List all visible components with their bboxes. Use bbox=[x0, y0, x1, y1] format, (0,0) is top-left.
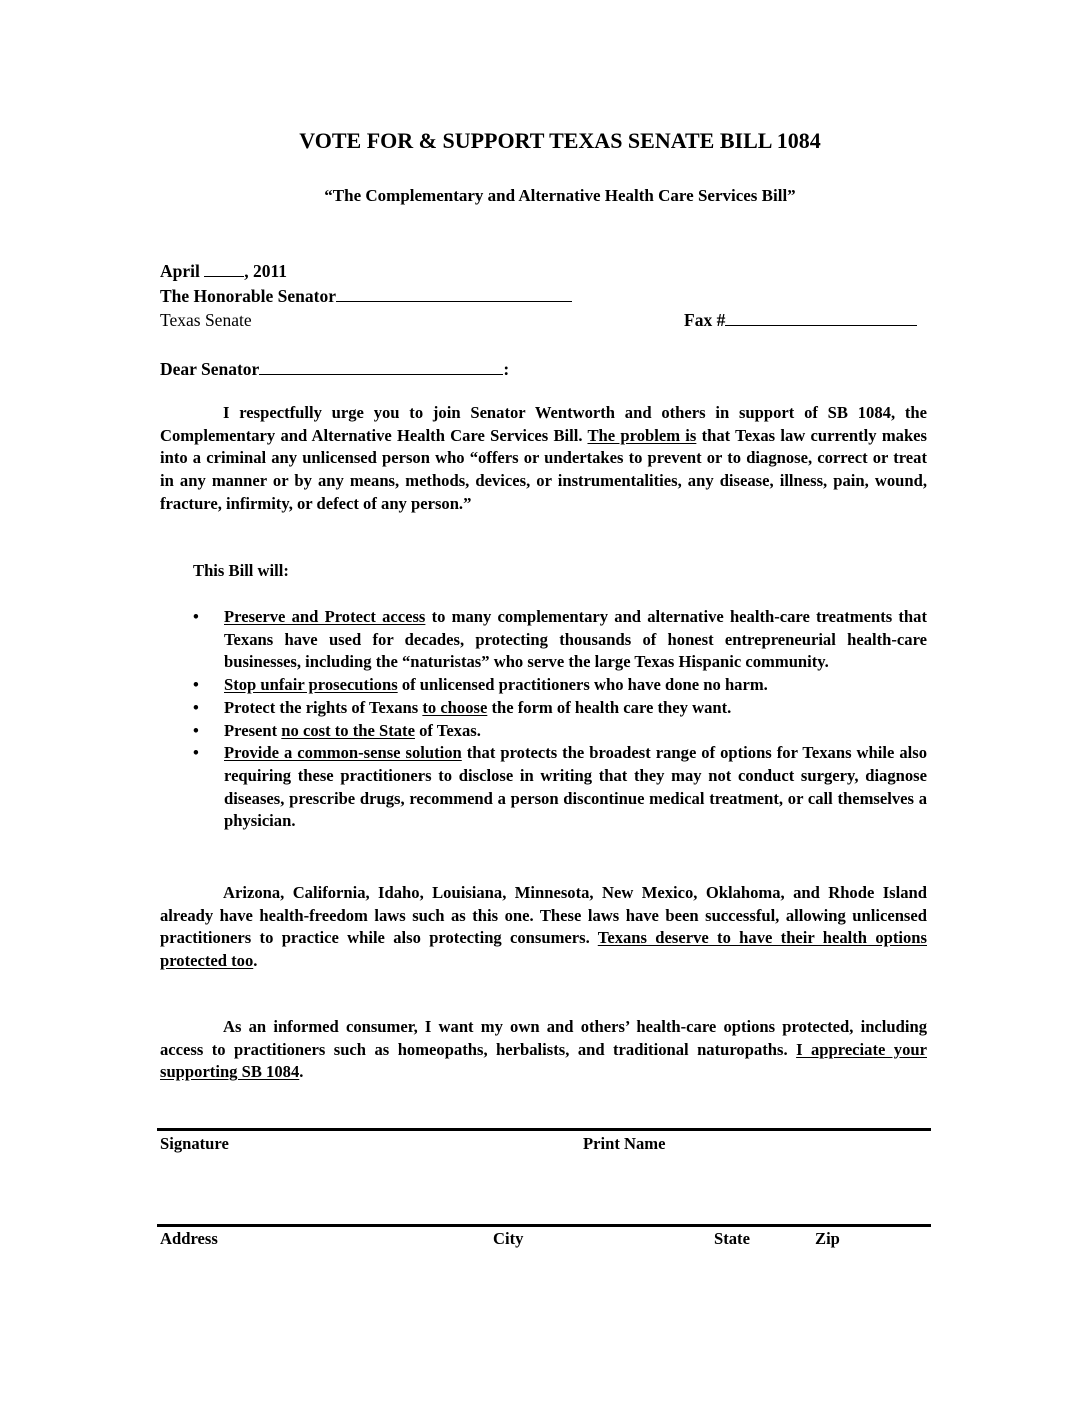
date-line bbox=[160, 259, 287, 283]
date-prefix: April bbox=[160, 261, 205, 281]
bullet-icon: • bbox=[193, 720, 199, 740]
texas-senate-label: Texas Senate bbox=[160, 310, 252, 330]
address-label: Address bbox=[160, 1229, 218, 1248]
city-label: City bbox=[493, 1229, 524, 1248]
bullet-emphasis: Preserve and Protect access bbox=[224, 607, 426, 626]
dear-senator-line bbox=[160, 357, 509, 381]
signature-label: Signature bbox=[160, 1134, 229, 1153]
problem-emphasis: The problem is bbox=[587, 425, 697, 445]
appreciate-emphasis: I appreciate your supporting SB 1084 bbox=[160, 1039, 927, 1082]
honorable-senator-line bbox=[160, 284, 572, 308]
paragraph-consumer bbox=[160, 1016, 927, 1084]
bullet-text: to many complementary and alternative health-care treatments that Texans have used for decades, protecting thousands of honest entrepreneurial health-care businesses, including the “naturistas” who serve the large Texas Hispanic community. bbox=[224, 607, 927, 672]
dear-colon: : bbox=[503, 359, 510, 379]
senator-name-blank[interactable] bbox=[336, 284, 572, 302]
print-name-label: Print Name bbox=[583, 1134, 666, 1153]
dear-senator-blank[interactable] bbox=[259, 357, 503, 375]
paragraph-consumer-text: As an informed consumer, I want my own and others’ health-care options protected, including access to practitioners such as homeopaths, herbalists, and traditional naturopaths. bbox=[160, 1017, 927, 1059]
bullet-text: that protects the broadest range of options for Texans while also requiring these practitioners to disclose in writing that they may not conduct surgery, diagnose diseases, prescribe drugs, recommend a person discontinue medical treatment, or call themselves a physician. bbox=[224, 743, 927, 831]
bullet-text: Present bbox=[224, 720, 282, 740]
bullet-icon: • bbox=[193, 607, 199, 626]
period: . bbox=[299, 1062, 304, 1082]
bullet-text: of unlicensed practitioners who have done no harm. bbox=[397, 675, 768, 695]
honorable-label: The Honorable Senator bbox=[160, 286, 336, 306]
period: . bbox=[253, 951, 258, 971]
bullet-text: of Texas. bbox=[414, 720, 481, 740]
date-day-blank[interactable] bbox=[204, 259, 244, 277]
fax-label: Fax # bbox=[684, 310, 726, 330]
list-item bbox=[160, 674, 927, 697]
document-title: VOTE FOR & SUPPORT TEXAS SENATE BILL 1084 bbox=[299, 128, 821, 153]
fax-line bbox=[684, 308, 917, 332]
bill-will-heading: This Bill will: bbox=[193, 561, 289, 580]
paragraph-intro-text: I respectfully urge you to join Senator Wentworth and others in support of SB 1084, the Complementary and Alternative Health Care Services Bill. bbox=[160, 403, 927, 445]
date-suffix: , 2011 bbox=[244, 261, 288, 281]
paragraph-other-states-text: Arizona, California, Idaho, Louisiana, Minnesota, New Mexico, Oklahoma, and Rhode Island already have health-freedom laws such as this one. These laws have been successful, allowing unlicensed practitioners to practice while also protecting consumers. bbox=[160, 883, 927, 948]
list-item bbox=[160, 697, 927, 720]
list-item bbox=[160, 606, 927, 674]
bullet-emphasis: Provide a common-sense solution bbox=[224, 743, 462, 763]
bullet-text: the form of health care they want. bbox=[487, 697, 732, 717]
bill-benefits-list bbox=[160, 606, 927, 833]
state-label: State bbox=[714, 1229, 750, 1248]
bullet-emphasis: to choose bbox=[422, 697, 488, 717]
fax-number-blank[interactable] bbox=[725, 308, 917, 326]
dear-label: Dear Senator bbox=[160, 359, 260, 379]
paragraph-intro-text-cont: that Texas law currently makes into a criminal any unlicensed person who “offers or undertakes to prevent or to diagnose, correct or treat in any manner or by any means, methods, devices, or instrumentalities, any disease, illness, pain, wound, fracture, infirmity, or defect of any person.” bbox=[160, 425, 927, 513]
bullet-icon: • bbox=[193, 743, 199, 763]
document-subtitle: “The Complementary and Alternative Health Care Services Bill” bbox=[324, 186, 796, 205]
bullet-text: Protect the rights of Texans bbox=[224, 697, 423, 717]
signature-line[interactable] bbox=[157, 1128, 931, 1131]
list-item bbox=[160, 720, 927, 743]
address-line[interactable] bbox=[157, 1224, 931, 1227]
list-item bbox=[160, 742, 927, 833]
paragraph-other-states bbox=[160, 882, 927, 973]
bullet-emphasis: Stop unfair prosecutions bbox=[224, 675, 398, 695]
bullet-icon: • bbox=[193, 675, 199, 695]
bullet-icon: • bbox=[193, 697, 199, 717]
zip-label: Zip bbox=[815, 1229, 840, 1248]
paragraph-intro bbox=[160, 402, 927, 516]
bullet-emphasis: no cost to the State bbox=[281, 720, 415, 740]
texans-deserve-emphasis: Texans deserve to have their health options protected too bbox=[160, 928, 927, 971]
